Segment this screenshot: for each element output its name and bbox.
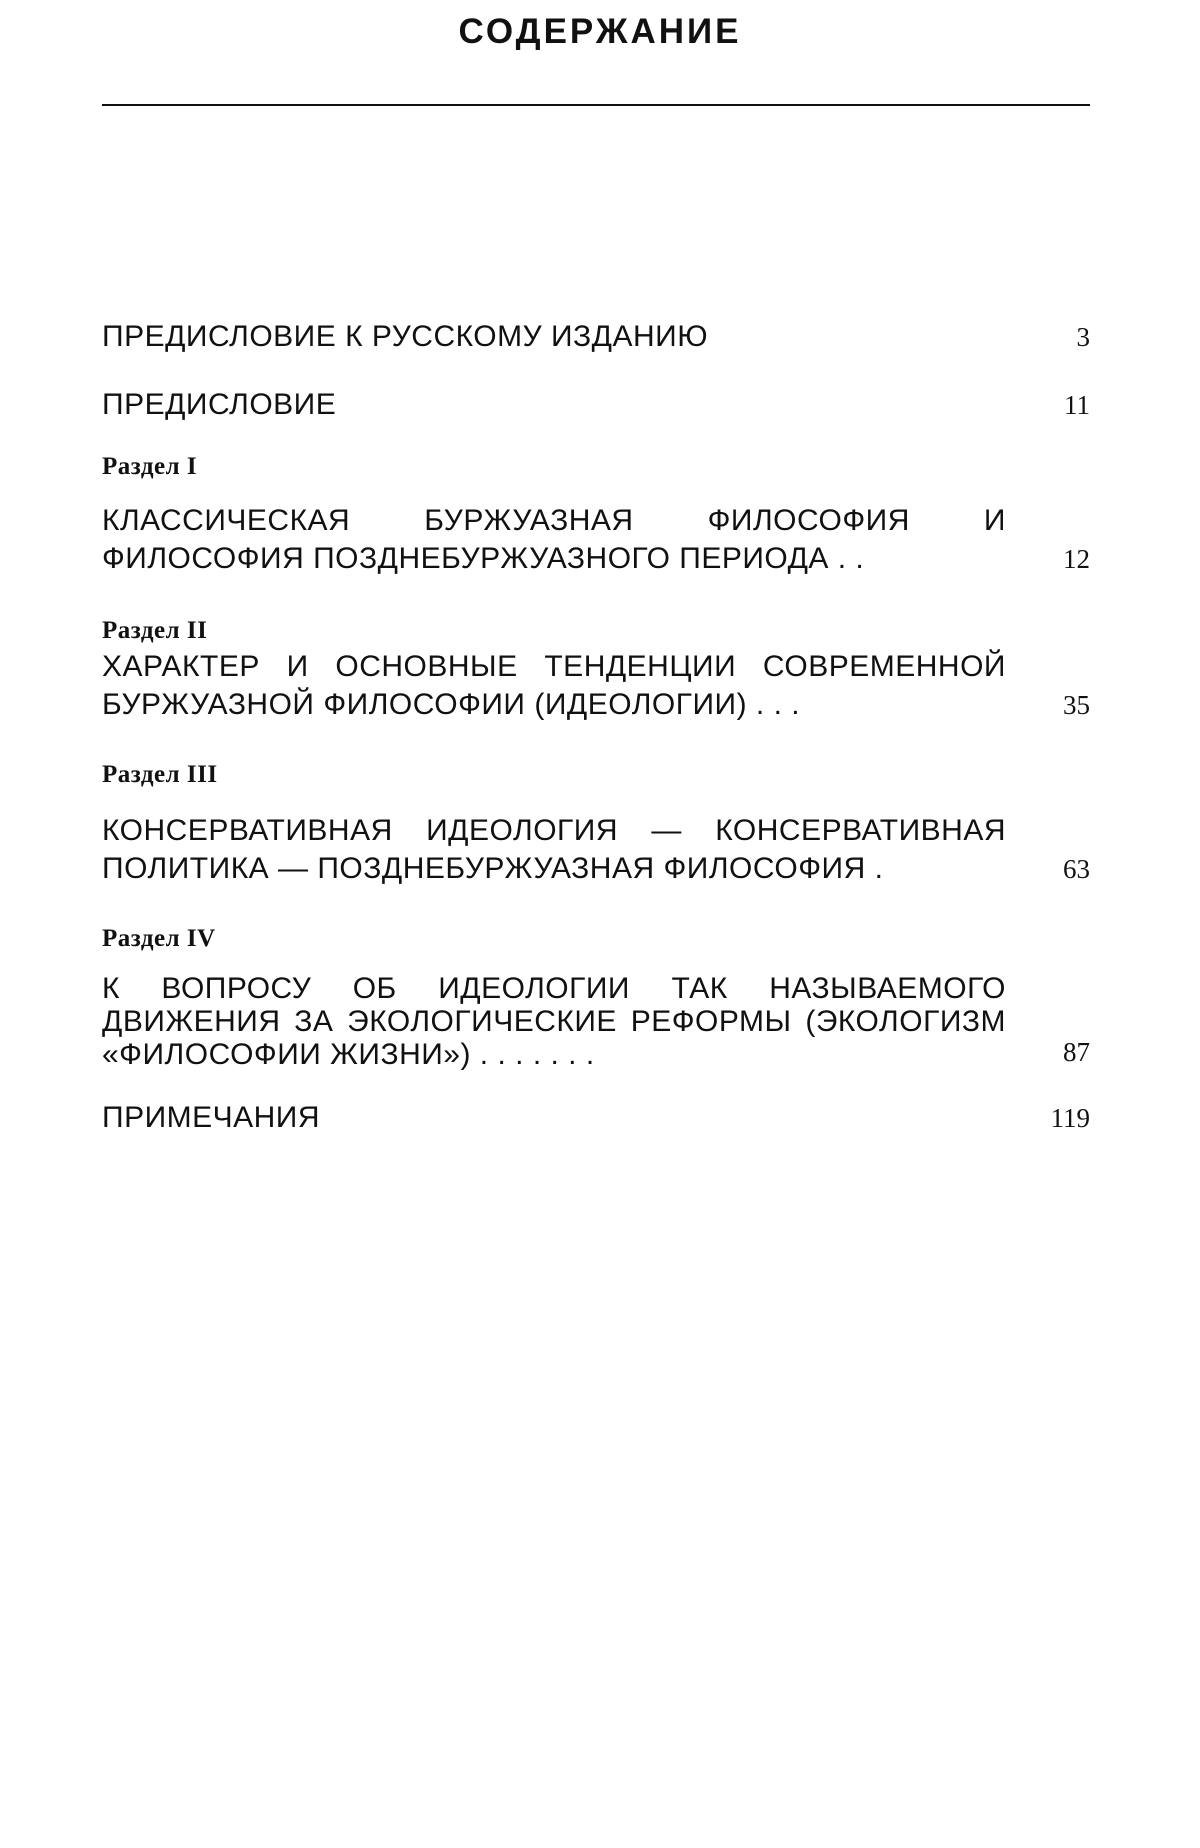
page-title: СОДЕРЖАНИЕ — [458, 12, 742, 51]
section-label-2: Раздел II — [102, 617, 208, 644]
toc-entry-section-1[interactable] — [102, 502, 1090, 578]
toc-entry-preface[interactable] — [102, 386, 1090, 424]
toc-entry-page: 63 — [1063, 854, 1090, 884]
toc-entry-page: 12 — [1063, 544, 1090, 574]
toc-entry-section-2[interactable] — [102, 648, 1090, 724]
toc-entry-page: 3 — [1076, 322, 1090, 352]
toc-entry-page: 87 — [1063, 1037, 1090, 1067]
section-label-1: Раздел I — [102, 453, 198, 480]
toc-entry-title: ПРЕДИСЛОВИЕ — [102, 388, 337, 421]
toc-entry-section-3[interactable] — [102, 812, 1090, 888]
toc-entry-page: 11 — [1064, 390, 1090, 420]
toc-entry-title: ПРЕДИСЛОВИЕ К РУССКОМУ ИЗДАНИЮ — [102, 320, 709, 353]
toc-entry-preface-russian[interactable] — [102, 318, 1090, 356]
table-of-contents — [102, 318, 1090, 1137]
toc-entry-title: ПРИМЕЧАНИЯ — [102, 1101, 321, 1134]
toc-entry-title: К ВОПРОСУ ОБ ИДЕОЛОГИИ ТАК НАЗЫВАЕМОГО ДВИЖЕНИЯ ЗА ЭКОЛОГИЧЕСКИЕ РЕФОРМЫ (ЭКОЛОГИЗМ «ФИЛОСОФИИ ЖИЗНИ») . . . . . . . — [102, 972, 1006, 1071]
section-label-3: Раздел III — [102, 761, 218, 788]
title-divider — [102, 104, 1090, 106]
toc-entry-title: КОНСЕРВАТИВНАЯ ИДЕОЛОГИЯ — КОНСЕРВАТИВНАЯ ПОЛИТИКА — ПОЗДНЕБУРЖУАЗНАЯ ФИЛОСОФИЯ . — [102, 814, 1006, 885]
toc-entry-page: 35 — [1063, 690, 1090, 720]
toc-entry-title: КЛАССИЧЕСКАЯ БУРЖУАЗНАЯ ФИЛОСОФИЯ И ФИЛОСОФИЯ ПОЗДНЕБУРЖУАЗНОГО ПЕРИОДА . . — [102, 504, 1006, 575]
section-label-4: Раздел IV — [102, 925, 216, 952]
toc-entry-title: ХАРАКТЕР И ОСНОВНЫЕ ТЕНДЕНЦИИ СОВРЕМЕННОЙ БУРЖУАЗНОЙ ФИЛОСОФИИ (ИДЕОЛОГИИ) . . . — [102, 650, 1006, 721]
toc-entry-notes[interactable] — [102, 1099, 1090, 1137]
toc-entry-page: 119 — [1050, 1103, 1090, 1133]
toc-entry-section-4[interactable] — [102, 972, 1090, 1071]
